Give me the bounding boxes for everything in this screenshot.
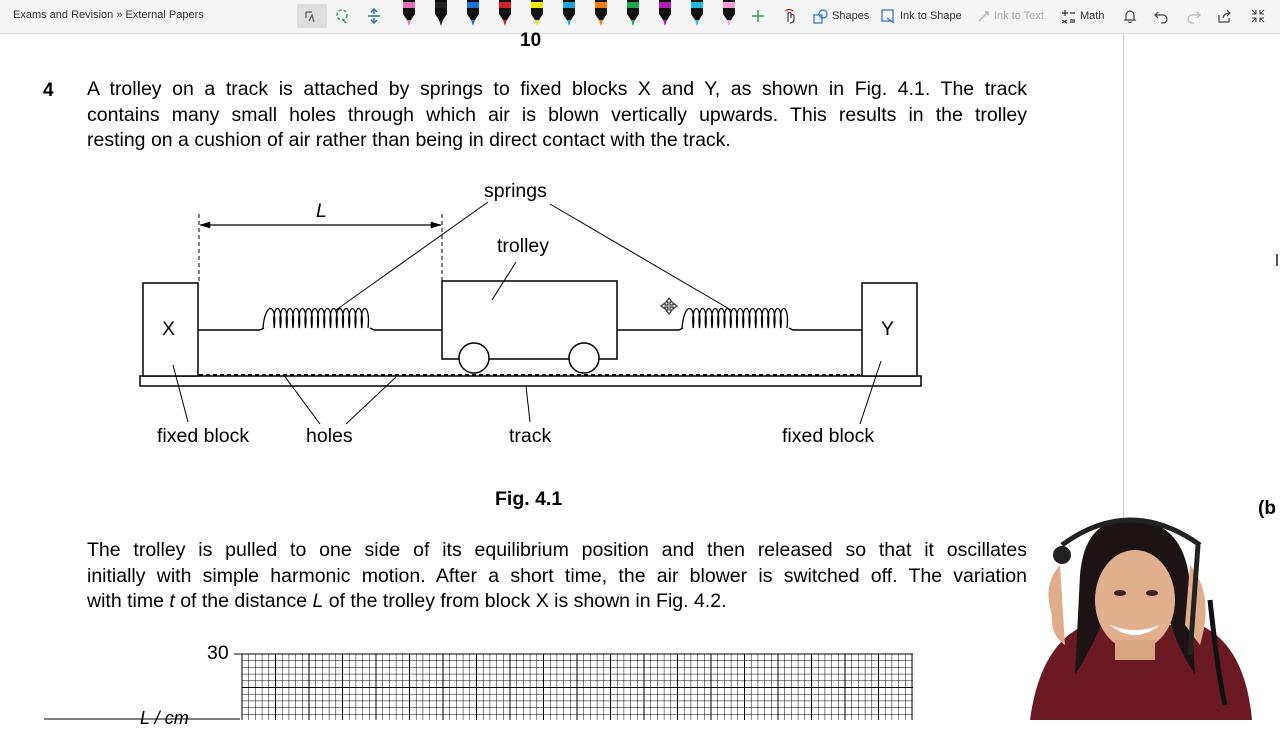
label-block-x: X <box>162 318 176 340</box>
para2-line-3: with time t of the distance L of the trolley from block X is shown in Fig. 4.2. <box>87 590 727 613</box>
ink-to-shape-button[interactable] <box>881 4 962 28</box>
notebook-page[interactable] <box>0 30 1120 728</box>
label-fixed-block-left: fixed block <box>157 425 250 447</box>
label-fixed-block-right: fixed block <box>782 425 875 447</box>
label-trolley: trolley <box>497 235 550 257</box>
redo-icon <box>1186 8 1202 24</box>
question-number: 4 <box>43 80 54 101</box>
text-cursor <box>1276 254 1278 266</box>
shapes-button[interactable] <box>813 4 869 28</box>
share-icon <box>1217 8 1233 24</box>
add-pen-button[interactable] <box>751 4 767 28</box>
intro-line-1: A trolley on a track is attached by springs to fixed blocks X and Y, as shown in Fig. 4.1. The track <box>87 78 1027 100</box>
shapes-label: Shapes <box>832 10 870 22</box>
exit-fullscreen-button[interactable] <box>1250 4 1268 28</box>
ink-to-text-label: Ink to Text <box>994 10 1044 22</box>
pen-7[interactable] <box>595 0 607 26</box>
lasso-icon <box>334 8 350 24</box>
lasso-select-button[interactable] <box>297 4 327 28</box>
label-track: track <box>509 425 552 447</box>
undo-button[interactable] <box>1153 4 1171 28</box>
para2-line-1: The trolley is pulled to one side of its equilibrium position and then released so that it oscillates <box>87 539 1027 561</box>
collapse-icon <box>1250 8 1266 24</box>
pen-8[interactable] <box>627 0 639 26</box>
pen-9[interactable] <box>659 0 671 26</box>
graph-y-tick-30: 30 <box>207 642 229 664</box>
track-bar <box>140 376 921 386</box>
redo-button[interactable] <box>1186 4 1204 28</box>
intro-line-2: contains many small holes through which air is blown vertically upwards. This results in the trolley <box>87 103 1027 126</box>
bell-icon <box>1122 8 1138 24</box>
pen-5[interactable] <box>531 0 543 26</box>
ribbon-toolbar <box>0 0 1280 34</box>
math-label: Math <box>1080 10 1105 22</box>
presenter-figure <box>1030 520 1252 720</box>
plus-icon <box>751 9 765 23</box>
lasso-button[interactable] <box>334 4 354 28</box>
ink-to-shape-label: Ink to Shape <box>900 10 962 22</box>
ink-to-text-icon <box>977 10 990 23</box>
math-icon <box>1061 9 1076 24</box>
spring-right <box>679 309 793 331</box>
figure-caption: Fig. 4.1 <box>495 488 563 510</box>
label-l: L <box>316 200 327 222</box>
intro-line-3: resting on a cushion of air rather than being in direct contact with the track. <box>87 129 731 152</box>
partial-question-label: (b <box>1258 498 1276 519</box>
shapes-icon <box>813 9 828 24</box>
graph-y-axis-label: L / cm <box>140 708 189 728</box>
undo-icon <box>1153 8 1169 24</box>
label-springs: springs <box>484 180 547 202</box>
pen-palette[interactable] <box>396 0 746 33</box>
ink-to-shape-icon <box>881 9 896 24</box>
pen-4[interactable] <box>499 0 511 26</box>
pen-2[interactable] <box>435 0 447 26</box>
trolley-wheel-right <box>569 343 599 373</box>
page-number: 10 <box>520 30 542 51</box>
pen-11[interactable] <box>723 0 735 26</box>
trolley-wheel-left <box>459 343 489 373</box>
label-block-y: Y <box>881 318 895 340</box>
add-space-icon <box>366 8 382 24</box>
move-cursor-icon <box>661 298 677 314</box>
touch-draw-button[interactable] <box>782 4 800 28</box>
math-button[interactable] <box>1061 4 1104 28</box>
pen-6[interactable] <box>563 0 575 26</box>
para2-line-2: initially with simple harmonic motion. After a short time, the air blower is switched off. The variation <box>87 564 1027 587</box>
notifications-button[interactable] <box>1122 4 1140 28</box>
ink-to-text-button[interactable] <box>977 4 1044 28</box>
lasso-select-icon <box>304 8 320 24</box>
breadcrumb[interactable]: Exams and Revision » External Papers <box>13 9 204 21</box>
share-button[interactable] <box>1217 4 1235 28</box>
label-holes: holes <box>306 425 353 447</box>
pen-10[interactable] <box>691 0 703 26</box>
pen-1[interactable] <box>403 0 415 26</box>
touch-draw-icon <box>782 8 798 24</box>
spring-left <box>260 309 374 331</box>
add-space-button[interactable] <box>366 4 386 28</box>
webcam-presenter-overlay <box>990 505 1280 720</box>
pen-3[interactable] <box>467 0 479 26</box>
